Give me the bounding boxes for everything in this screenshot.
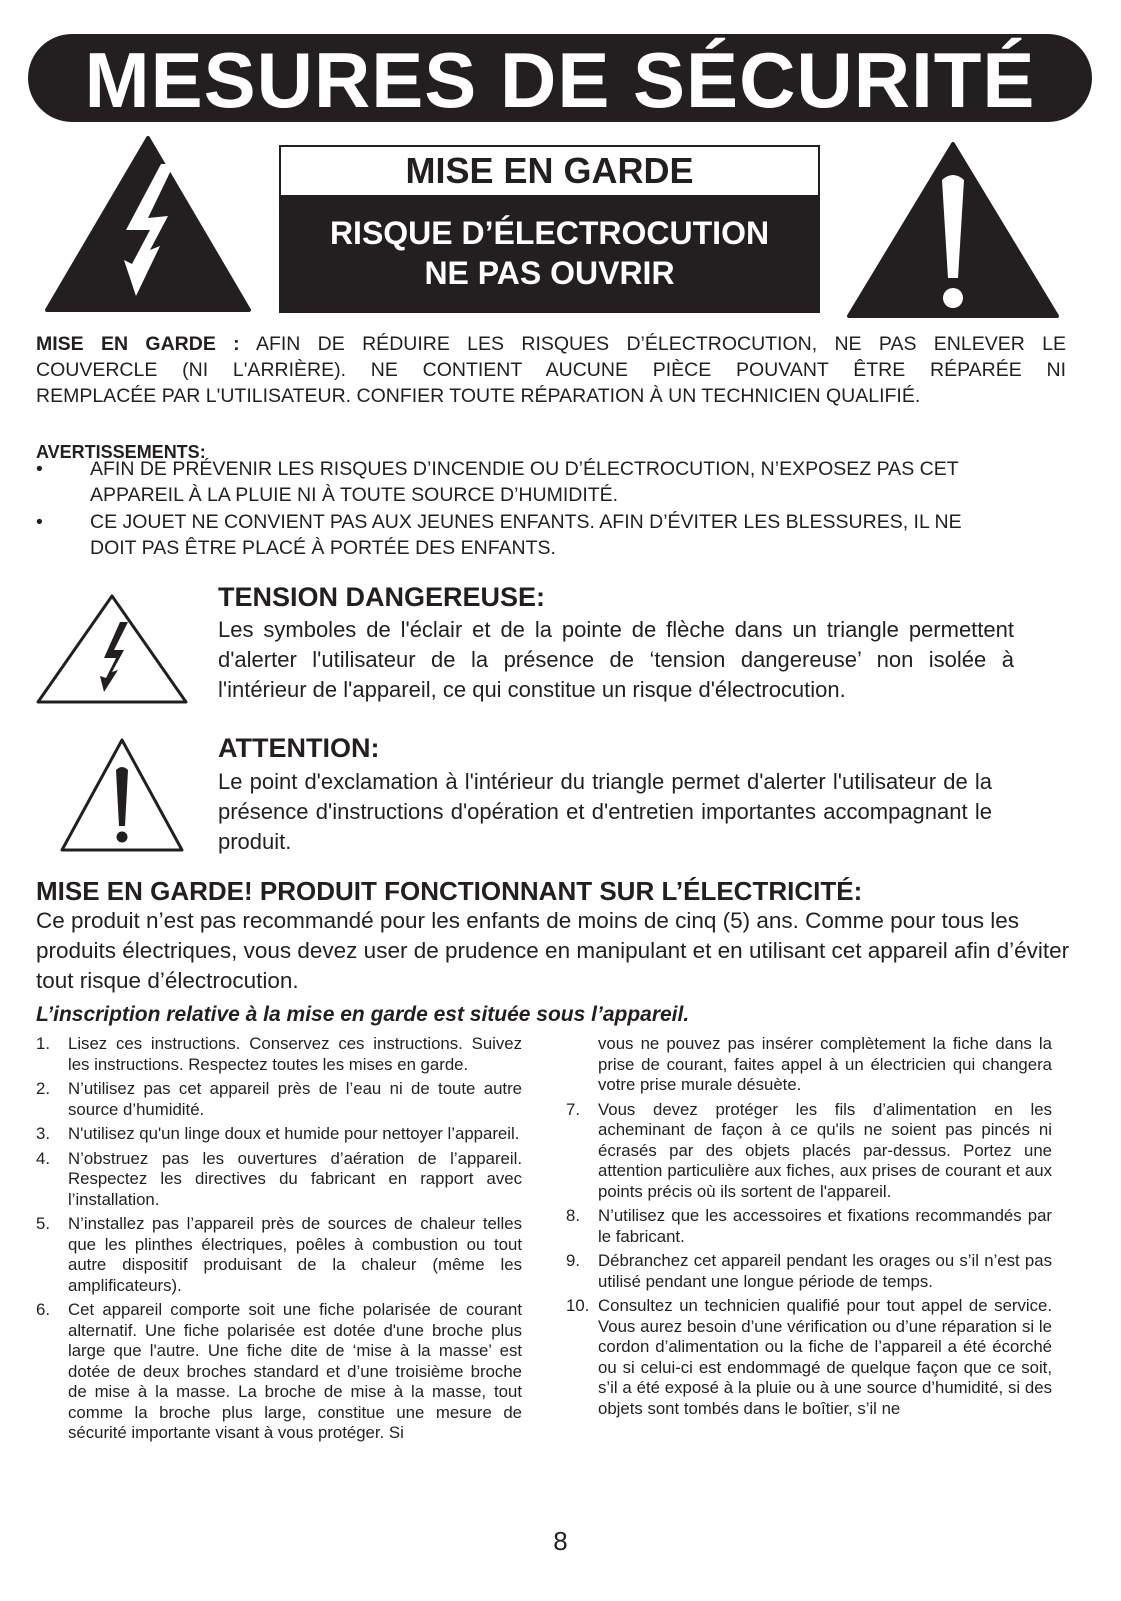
- page-number: 8: [553, 1526, 568, 1556]
- instruction-item: [566, 1296, 1052, 1419]
- instruction-item: [566, 1100, 1052, 1203]
- instruction-item: [36, 1300, 522, 1444]
- instruction-text: N’utilisez pas cet appareil près de l’eau ni de toute autre source d’humidité.: [68, 1079, 522, 1119]
- caution-statement-line3: REMPLACÉE PAR L'UTILISATEUR. CONFIER TOUTE RÉPARATION À UN TECHNICIEN QUALIFIÉ.: [36, 385, 921, 407]
- instruction-number: 2.: [36, 1079, 50, 1098]
- caution-label-heading: MISE EN GARDE: [405, 150, 694, 191]
- instruction-item: [36, 1124, 522, 1145]
- instruction-text: N’obstruez pas les ouvertures d’aération de l’appareil. Respectez les directives du fabricant en rapport avec l’installation.: [68, 1148, 522, 1209]
- instruction-item: [36, 1149, 522, 1211]
- instruction-text: Cet appareil comporte soit une fiche polarisée de courant alternatif. Une fiche polarisée est dotée d'une broche plus large que l'autre. Une fiche dite de ‘mise à la masse’ est dotée de deux broches standard et d’une troisième broche de mise à la masse. La broche de mise à la masse, tout comme la broche plus large, constitue une mesure de sécurité importante visant à vous protéger. Si: [68, 1300, 522, 1442]
- instruction-number: 9.: [566, 1251, 580, 1270]
- instruction-number: 5.: [36, 1214, 50, 1233]
- warnings-heading: AVERTISSEMENTS:: [36, 442, 206, 462]
- instruction-item: [36, 1214, 522, 1296]
- instruction-item: [566, 1251, 1052, 1292]
- instruction-text: vous ne pouvez pas insérer complètement la fiche dans la prise de courant, faites appel à un électricien qui changera votre prise murale désuète.: [598, 1034, 1052, 1094]
- caution-statement-text1: AFIN DE RÉDUIRE LES RISQUES D’ÉLECTROCUTION, NE PAS ENLEVER LE: [255, 333, 1067, 355]
- instruction-number: 10.: [566, 1296, 590, 1315]
- warning-line: CE JOUET NE CONVIENT PAS AUX JEUNES ENFANTS. AFIN D’ÉVITER LES BLESSURES, IL NE: [90, 511, 962, 533]
- instruction-number: 1.: [36, 1034, 50, 1053]
- symbol-text-tension: Les symboles de l'éclair et de la pointe de flèche dans un triangle permettent d'alerter l'utilisateur de la présence de ‘tension dangereuse’ non isolée à l'intérieur de l'appareil, ce qui constitue un risque d'électrocution.: [218, 617, 1014, 702]
- instruction-number: 4.: [36, 1148, 50, 1168]
- instruction-text: N’installez pas l’appareil près de sources de chaleur telles que les plinthes électriques, poêles à combustion ou tout autre dispositif produisant de la chaleur (même les amplificateurs).: [68, 1214, 522, 1295]
- instruction-text: Consultez un technicien qualifié pour tout appel de service. Vous aurez besoin d’une vérification ou d’une réparation si le cordon d’alimentation ou la fiche de l’appareil a été écorché ou si celui-ci est endommagé de quelque façon que ce soit, s’il a été exposé à la pluie ou à une source d’humidité, si des objets sont tombés dans le boîtier, s’il ne: [598, 1296, 1052, 1418]
- instruction-text: Débranchez cet appareil pendant les orages ou s’il n’est pas utilisé pendant une longue période de temps.: [598, 1251, 1052, 1291]
- caution-label-line2: NE PAS OUVRIR: [424, 255, 675, 291]
- exclamation-symbol-icon: [58, 736, 186, 854]
- lightning-warning-icon: [44, 134, 252, 314]
- caution-label: [279, 145, 820, 313]
- instructions-right-column: [566, 1034, 1052, 1423]
- electric-body: Ce produit n’est pas recommandé pour les enfants de moins de cinq (5) ans. Comme pour tous les produits électriques, vous devez user de prudence en manipulant et en utilisant cet appareil afin d’éviter tout risque d’électrocution.: [36, 908, 1070, 993]
- instruction-text: N'utilisez qu'un linge doux et humide pour nettoyer l’appareil.: [68, 1124, 520, 1143]
- instruction-number: 8.: [566, 1206, 580, 1225]
- caution-statement-line1: [36, 331, 1066, 357]
- warning-line: APPAREIL À LA PLUIE NI À TOUTE SOURCE D’HUMIDITÉ.: [90, 484, 619, 506]
- symbol-title-tension: TENSION DANGEREUSE:: [218, 582, 546, 612]
- title-banner: [28, 34, 1092, 122]
- bullet: •: [36, 458, 43, 480]
- bullet: •: [36, 511, 43, 533]
- exclamation-warning-icon: [846, 140, 1060, 320]
- instruction-text: Lisez ces instructions. Conservez ces instructions. Suivez les instructions. Respectez toutes les mises en garde.: [68, 1034, 522, 1074]
- symbol-title-attention: ATTENTION:: [218, 733, 380, 763]
- warning-line: AFIN DE PRÉVENIR LES RISQUES D’INCENDIE OU D’ÉLECTROCUTION, N’EXPOSEZ PAS CET: [90, 458, 959, 480]
- instruction-item: [36, 1079, 522, 1120]
- label-note: L’inscription relative à la mise en garde est située sous l’appareil.: [36, 1003, 690, 1026]
- instruction-text: N’utilisez que les accessoires et fixations recommandés par le fabricant.: [598, 1206, 1052, 1246]
- caution-statement-lead: MISE EN GARDE :: [36, 333, 240, 355]
- instructions-left-column: [36, 1034, 522, 1448]
- warning-item: [0, 509, 1121, 563]
- caution-statement-line2: COUVERCLE (NI L'ARRIÈRE). NE CONTIENT AUCUNE PIÈCE POUVANT ÊTRE RÉPARÉE NI: [36, 359, 1066, 381]
- caution-label-line1: RISQUE D’ÉLECTROCUTION: [329, 215, 770, 251]
- instruction-item: [566, 1206, 1052, 1247]
- electric-heading: MISE EN GARDE! PRODUIT FONCTIONNANT SUR L’ÉLECTRICITÉ:: [36, 876, 863, 906]
- page-title: MESURES DE SÉCURITÉ: [84, 36, 1036, 124]
- warning-line: DOIT PAS ÊTRE PLACÉ À PORTÉE DES ENFANTS.: [90, 537, 556, 559]
- warning-item: [0, 456, 1121, 510]
- caution-label-body: [281, 195, 818, 311]
- instruction-number: 7.: [566, 1099, 580, 1119]
- lightning-symbol-icon: [34, 592, 190, 706]
- symbol-text-attention: Le point d'exclamation à l'intérieur du triangle permet d'alerter l'utilisateur de la présence d'instructions d'opération et d'entretien importantes accompagnant le produit.: [218, 769, 992, 854]
- instruction-number: 3.: [36, 1124, 50, 1143]
- instruction-text: Vous devez protéger les fils d’alimentation en les acheminant de façon à ce qu'ils ne soient pas pincés ni écrasés par des objets placés par-dessus. Portez une attention particulière aux fiches, aux prises de courant et aux points précis où ils sortent de l'appareil.: [598, 1099, 1052, 1201]
- instruction-continuation: [566, 1034, 1052, 1096]
- instruction-item: [36, 1034, 522, 1075]
- instruction-number: 6.: [36, 1300, 50, 1319]
